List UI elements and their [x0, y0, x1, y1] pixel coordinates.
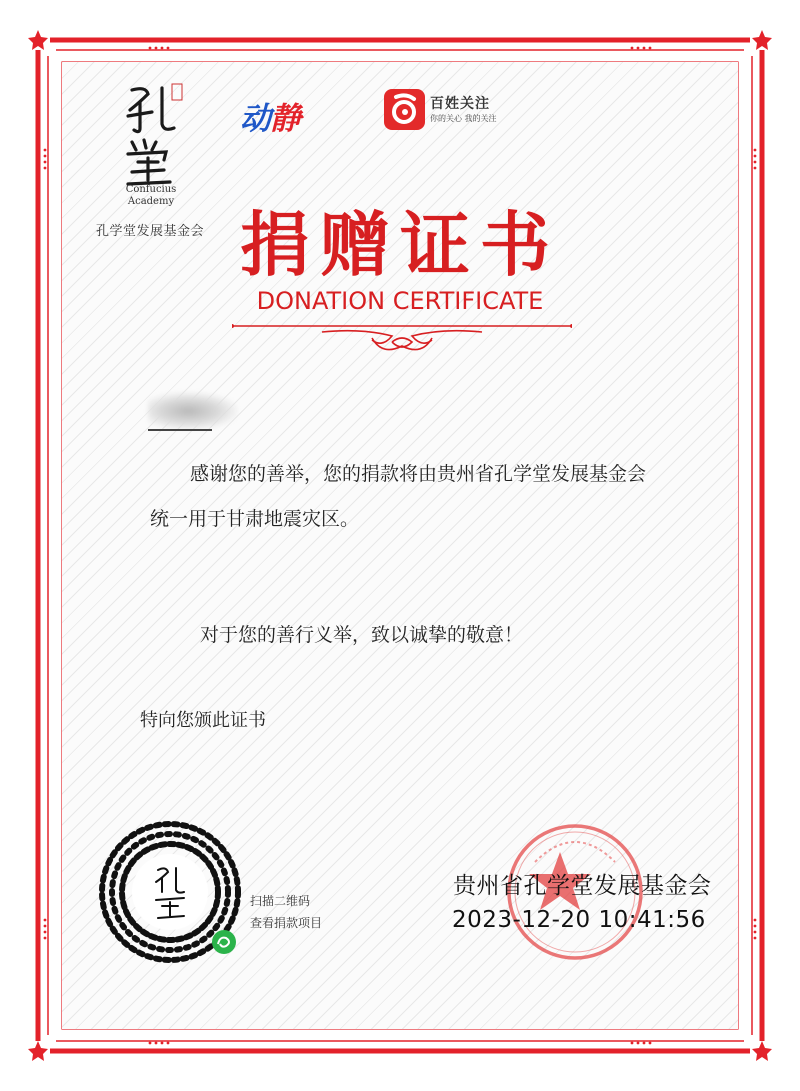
- recipient-underline: [148, 429, 212, 431]
- mini-program-qr-code[interactable]: [96, 818, 244, 966]
- recipient-name-redacted: [148, 392, 238, 430]
- confucius-academy-logo: [118, 80, 188, 200]
- dongjing-logo: [240, 93, 300, 138]
- body-paragraph-3: 对于您的善行义举，致以诚挚的敬意！: [200, 624, 524, 646]
- academy-chinese-name: 孔学堂发展基金会: [95, 224, 204, 239]
- title-flourish-ornament: [232, 318, 572, 358]
- baixing-logo-title: 百姓关注: [430, 96, 490, 112]
- qr-caption-line2: 查看捐款项目: [250, 916, 323, 930]
- body-paragraph-2: 统一用于甘肃地震灾区。: [150, 508, 360, 530]
- dongjing-logo-part1: 动: [240, 101, 270, 137]
- academy-en-line2: Academy: [127, 196, 175, 207]
- body-paragraph-4: 特向您颁此证书: [140, 710, 266, 731]
- academy-english-name: [96, 184, 206, 208]
- certificate-title: 捐赠证书: [240, 204, 560, 286]
- dongjing-logo-part2: 静: [270, 101, 300, 137]
- academy-en-line1: Confucius: [125, 184, 177, 195]
- issuing-organization: 贵州省孔学堂发展基金会: [453, 873, 712, 899]
- issue-datetime: 2023-12-20 10:41:56: [452, 907, 706, 933]
- certificate-title-english: DONATION CERTIFICATE: [256, 287, 544, 315]
- baixing-logo-subtitle: 你的关心 我的关注: [430, 114, 497, 123]
- baixing-logo-icon: [384, 89, 425, 130]
- body-paragraph-1: 感谢您的善举，您的捐款将由贵州省孔学堂发展基金会: [190, 463, 647, 485]
- qr-caption-line1: 扫描二维码: [250, 894, 311, 908]
